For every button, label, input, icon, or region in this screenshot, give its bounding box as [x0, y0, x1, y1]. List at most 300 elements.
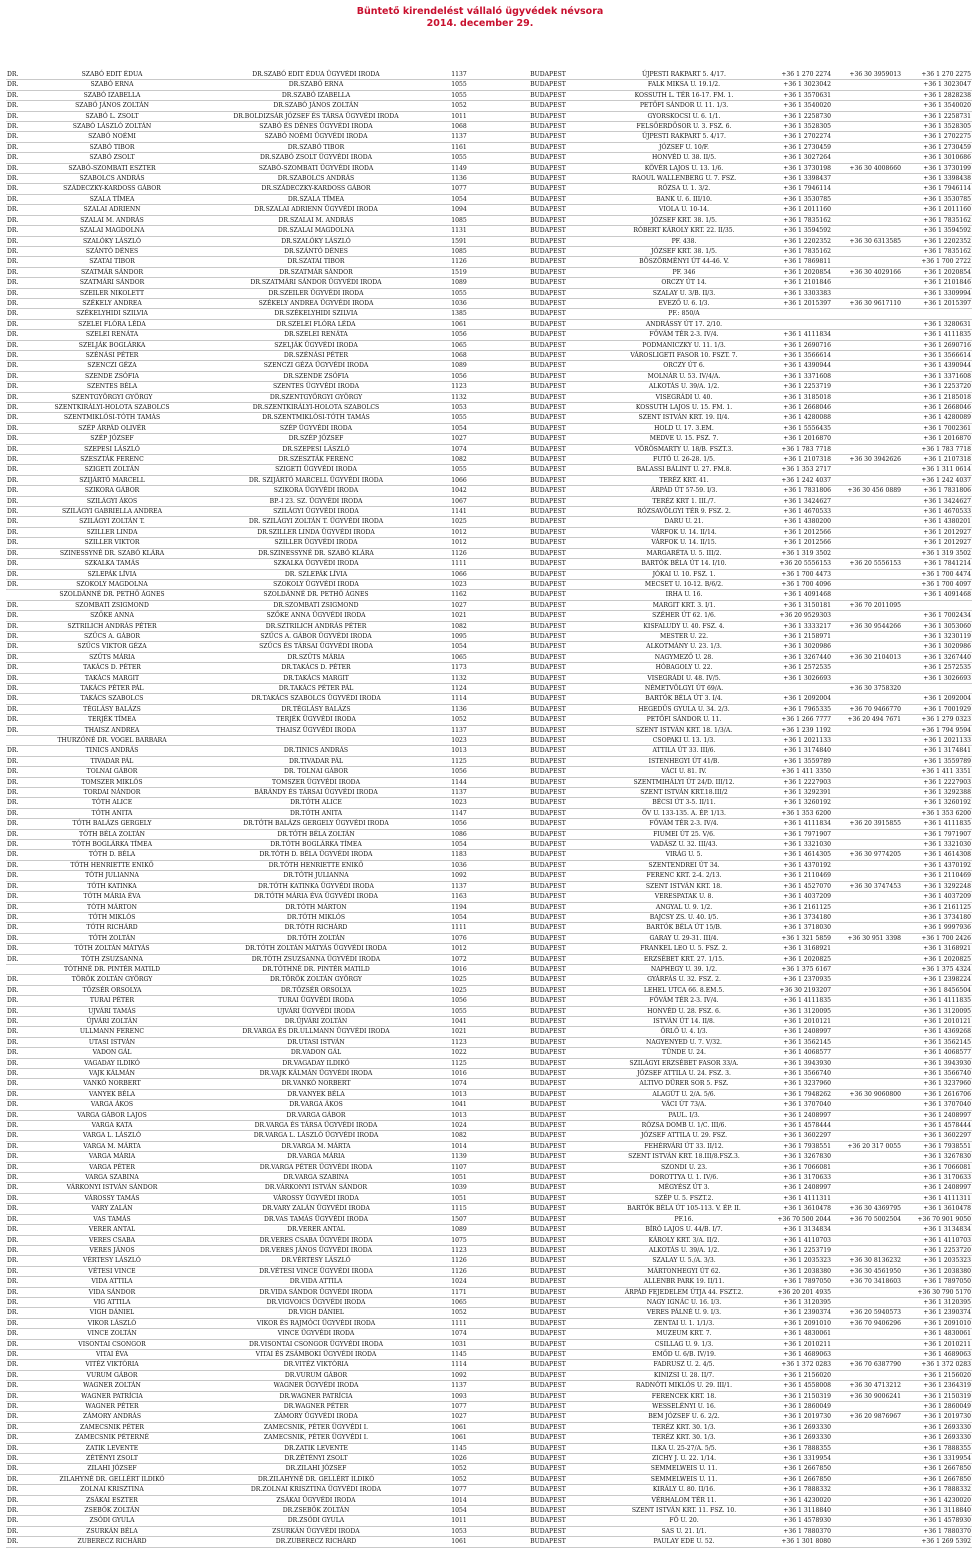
- cell-address: PF.: 850/A: [608, 309, 760, 319]
- cell-address: FELSŐERDŐSOR U. 3. FSZ. 6.: [608, 122, 760, 132]
- cell-title: DR.: [6, 298, 22, 308]
- cell-phone: +36 1 2258730: [760, 111, 832, 121]
- cell-phone: +36 1 7831806: [760, 486, 832, 496]
- cell-phone: +36 1 3718030: [760, 923, 832, 933]
- cell-office: DR.TIVADAR PÁL: [202, 756, 430, 766]
- cell-title: DR.: [6, 70, 22, 80]
- cell-office: DR.ZUBERECZ RICHÁRD: [202, 1537, 430, 1547]
- cell-office: SZIGETI ÜGYVÉDI IRODA: [202, 465, 430, 475]
- cell-title: DR.: [6, 642, 22, 652]
- cell-phone: +36 1 4527070: [760, 881, 832, 891]
- cell-phone: +36 1 4037209: [760, 892, 832, 902]
- cell-office: SZÉKELY ANDREA ÜGYVÉDI IRODA: [202, 298, 430, 308]
- cell-title: DR.: [6, 663, 22, 673]
- cell-title: DR.: [6, 829, 22, 839]
- cell-zip: 1077: [430, 184, 488, 194]
- cell-city: BUDAPEST: [488, 90, 608, 100]
- cell-name: SZÉKELY ANDREA: [22, 298, 202, 308]
- cell-office: DR.WAGNER PATRÍCIA: [202, 1391, 430, 1401]
- cell-name: SZILÁGYI ÁKOS: [22, 496, 202, 506]
- cell-phone: +36 1 3267830: [760, 1152, 832, 1162]
- cell-phone: +36 1 2253719: [760, 382, 832, 392]
- cell-fax: +36 1 3292248: [902, 881, 972, 891]
- cell-fax: +36 1 2038380: [902, 1266, 972, 1276]
- cell-zip: 1068: [430, 122, 488, 132]
- cell-fax: +36 1 3594592: [902, 226, 972, 236]
- cell-fax: +36 1 4111835: [902, 819, 972, 829]
- cell-name: VÁRKONYI ISTVÁN SÁNDOR: [22, 1183, 202, 1193]
- cell-city: BUDAPEST: [488, 1402, 608, 1412]
- cell-name: TÓTH MÁRIA ÉVA: [22, 892, 202, 902]
- cell-city: BUDAPEST: [488, 975, 608, 985]
- cell-fax: +36 1 3230119: [902, 631, 972, 641]
- cell-mobile: [832, 673, 902, 683]
- cell-name: VERES CSABA: [22, 1235, 202, 1245]
- cell-phone: +36 1 3559789: [760, 756, 832, 766]
- cell-office: DR.TÓTHNÉ DR. PINTÉR MATILD: [202, 964, 430, 974]
- cell-city: BUDAPEST: [488, 413, 608, 423]
- table-row: [6, 683, 972, 693]
- cell-zip: 1092: [430, 871, 488, 881]
- cell-office: DR.SZABOLCS ANDRÁS: [202, 174, 430, 184]
- cell-office: DR.TÓTH RICHÁRD: [202, 923, 430, 933]
- cell-phone: +36 1 2693330: [760, 1422, 832, 1432]
- cell-zip: 1061: [430, 1422, 488, 1432]
- cell-title: DR.: [6, 1402, 22, 1412]
- cell-zip: 1025: [430, 975, 488, 985]
- cell-title: DR.: [6, 226, 22, 236]
- cell-zip: 1051: [430, 1173, 488, 1183]
- cell-name: THAISZ ANDREA: [22, 725, 202, 735]
- cell-mobile: [832, 944, 902, 954]
- table-row: [6, 798, 972, 808]
- cell-name: VARY ZALÁN: [22, 1204, 202, 1214]
- cell-city: BUDAPEST: [488, 361, 608, 371]
- cell-title: DR.: [6, 1006, 22, 1016]
- cell-name: VARGA M. MÁRTA: [22, 1141, 202, 1151]
- cell-title: DR.: [6, 1537, 22, 1547]
- cell-title: DR.: [6, 1381, 22, 1391]
- cell-address: DOROTTYA U. 1. IV/6.: [608, 1173, 760, 1183]
- cell-fax: +36 1 3120095: [902, 1006, 972, 1016]
- table-row: [6, 1225, 972, 1235]
- cell-name: SZABÓ IZABELLA: [22, 90, 202, 100]
- table-row: [6, 527, 972, 537]
- cell-office: DR.SZATMÁR SÁNDOR: [202, 267, 430, 277]
- cell-address: GARAY U. 29-31. III/4.: [608, 933, 760, 943]
- cell-phone: +36 1 301 8080: [760, 1537, 832, 1547]
- table-row: [6, 267, 972, 277]
- cell-phone: +36 1 5556435: [760, 423, 832, 433]
- cell-office: WAGNER ÜGYVÉDI IRODA: [202, 1381, 430, 1391]
- cell-city: BUDAPEST: [488, 1006, 608, 1016]
- cell-name: TAKÁCS PÉTER PÁL: [22, 683, 202, 693]
- cell-fax: +36 1 3319954: [902, 1454, 972, 1464]
- cell-mobile: [832, 527, 902, 537]
- cell-zip: 1054: [430, 194, 488, 204]
- cell-mobile: [832, 569, 902, 579]
- cell-title: DR.: [6, 340, 22, 350]
- cell-office: DR.TŐZSÉR ORSOLYA: [202, 985, 430, 995]
- cell-zip: 1074: [430, 1079, 488, 1089]
- cell-city: BUDAPEST: [488, 1173, 608, 1183]
- cell-office: DR.TÉGLÁSY BALÁZS: [202, 704, 430, 714]
- cell-name: VADON GÁL: [22, 1048, 202, 1058]
- cell-fax: +36 30 790 5170: [902, 1287, 972, 1297]
- table-row: [6, 1256, 972, 1266]
- cell-address: SZENTMIHÁLYI ÚT 24/D. III/12.: [608, 777, 760, 787]
- cell-phone: +36 1 2730459: [760, 142, 832, 152]
- cell-title: DR.: [6, 371, 22, 381]
- cell-address: ALKOTMÁNY U. 23. 1/3.: [608, 642, 760, 652]
- cell-address: TERÉZ KRT. 41.: [608, 475, 760, 485]
- table-row: [6, 1162, 972, 1172]
- cell-mobile: +36 70 9406296: [832, 1318, 902, 1328]
- cell-mobile: [832, 1297, 902, 1307]
- cell-phone: +36 1 4370192: [760, 860, 832, 870]
- cell-office: DR.TÓTH MÁRIA ÉVA ÜGYVÉDI IRODA: [202, 892, 430, 902]
- cell-title: DR.: [6, 455, 22, 465]
- cell-title: DR.: [6, 1089, 22, 1099]
- cell-mobile: [832, 808, 902, 818]
- cell-city: BUDAPEST: [488, 371, 608, 381]
- cell-mobile: [832, 246, 902, 256]
- cell-fax: +36 1 700 4474: [902, 569, 972, 579]
- cell-city: BUDAPEST: [488, 194, 608, 204]
- cell-phone: +36 1 3170633: [760, 1173, 832, 1183]
- cell-name: SZENDE ZSÓFIA: [22, 371, 202, 381]
- cell-phone: +36 1 2021133: [760, 736, 832, 746]
- cell-zip: 1055: [430, 80, 488, 90]
- cell-fax: [902, 683, 972, 693]
- cell-fax: +36 1 3170633: [902, 1173, 972, 1183]
- cell-name: SZALAI ADRIENN: [22, 205, 202, 215]
- cell-zip: 1042: [430, 486, 488, 496]
- cell-title: DR.: [6, 1370, 22, 1380]
- cell-fax: +36 1 2012927: [902, 527, 972, 537]
- cell-address: TERÉZ KRT. 30. 1/3.: [608, 1433, 760, 1443]
- cell-zip: 1052: [430, 101, 488, 111]
- cell-fax: +36 1 4111835: [902, 330, 972, 340]
- cell-office: DR.SZALAI M. ANDRÁS: [202, 215, 430, 225]
- cell-office: DR.SZÉP JÓZSEF: [202, 434, 430, 444]
- cell-fax: +36 1 2668046: [902, 403, 972, 413]
- cell-title: DR.: [6, 350, 22, 360]
- cell-city: BUDAPEST: [488, 777, 608, 787]
- cell-zip: 1065: [430, 340, 488, 350]
- cell-city: BUDAPEST: [488, 600, 608, 610]
- cell-office: TERJÉK ÜGYVÉDI IRODA: [202, 715, 430, 725]
- cell-office: DR.SZALAI ADRIENN ÜGYVÉDI IRODA: [202, 205, 430, 215]
- cell-address: HÓBAGOLY U. 22.: [608, 663, 760, 673]
- cell-address: PAUL. I/3.: [608, 1110, 760, 1120]
- cell-name: ZOLNAI KRISZTINA: [22, 1485, 202, 1495]
- cell-name: TINICS ANDRÁS: [22, 746, 202, 756]
- cell-fax: +36 1 2101846: [902, 278, 972, 288]
- cell-phone: +36 1 7888332: [760, 1485, 832, 1495]
- cell-phone: +36 1 4380200: [760, 517, 832, 527]
- cell-fax: +36 1 2092004: [902, 694, 972, 704]
- cell-name: TÖRÖK ZOLTÁN GYÖRGY: [22, 975, 202, 985]
- cell-mobile: [832, 257, 902, 267]
- cell-title: DR.: [6, 215, 22, 225]
- cell-fax: +36 1 3026693: [902, 673, 972, 683]
- table-row: [6, 215, 972, 225]
- cell-mobile: [832, 579, 902, 589]
- cell-city: BUDAPEST: [488, 1069, 608, 1079]
- cell-mobile: [832, 985, 902, 995]
- cell-mobile: [832, 860, 902, 870]
- cell-mobile: [832, 954, 902, 964]
- cell-city: BUDAPEST: [488, 1162, 608, 1172]
- cell-office: ZSURKÁN ÜGYVÉDI IRODA: [202, 1526, 430, 1536]
- cell-office: DR.ZATIK LEVENTE: [202, 1443, 430, 1453]
- cell-mobile: [832, 288, 902, 298]
- cell-zip: 1021: [430, 611, 488, 621]
- cell-city: BUDAPEST: [488, 631, 608, 641]
- table-row: [6, 1110, 972, 1120]
- cell-fax: +36 1 7831806: [902, 486, 972, 496]
- cell-phone: +36 1 2572535: [760, 663, 832, 673]
- cell-zip: 1055: [430, 1006, 488, 1016]
- table-row: [6, 1308, 972, 1318]
- cell-fax: +36 1 4670533: [902, 507, 972, 517]
- cell-city: BUDAPEST: [488, 683, 608, 693]
- cell-phone: +36 1 3398437: [760, 174, 832, 184]
- cell-mobile: +36 30 3758320: [832, 683, 902, 693]
- cell-address: HONVÉD U. 38. II/5.: [608, 153, 760, 163]
- cell-title: DR.: [6, 923, 22, 933]
- cell-phone: +36 1 3150181: [760, 600, 832, 610]
- cell-mobile: [832, 840, 902, 850]
- table-row: [6, 1266, 972, 1276]
- cell-name: SZEILER NIKOLETT: [22, 288, 202, 298]
- cell-mobile: +36 30 951 3398: [832, 933, 902, 943]
- cell-fax: +36 1 2572535: [902, 663, 972, 673]
- cell-address: VADÁSZ U. 32. III/43.: [608, 840, 760, 850]
- cell-mobile: [832, 829, 902, 839]
- cell-address: RAOUL WALLENBERG U. 7. FSZ.: [608, 174, 760, 184]
- cell-office: DR.VÁRKONYI ISTVÁN SÁNDOR: [202, 1183, 430, 1193]
- cell-city: BUDAPEST: [488, 944, 608, 954]
- cell-mobile: +36 30 2104013: [832, 652, 902, 662]
- cell-mobile: [832, 1152, 902, 1162]
- cell-fax: +36 1 3730199: [902, 163, 972, 173]
- cell-phone: +36 1 3027264: [760, 153, 832, 163]
- cell-zip: 1107: [430, 1162, 488, 1172]
- cell-address: ALLENBR PARK 19. II/11.: [608, 1277, 760, 1287]
- cell-name: SZŰTS MÁRIA: [22, 652, 202, 662]
- cell-name: SZÉKELYHIDI SZILVIA: [22, 309, 202, 319]
- cell-city: BUDAPEST: [488, 1287, 608, 1297]
- cell-fax: +36 1 279 0323: [902, 715, 972, 725]
- cell-city: BUDAPEST: [488, 330, 608, 340]
- cell-name: SZATMÁRI SÁNDOR: [22, 278, 202, 288]
- cell-name: SZABÓ L. ZSOLT: [22, 111, 202, 121]
- table-row: [6, 288, 972, 298]
- cell-city: BUDAPEST: [488, 455, 608, 465]
- cell-office: DR.SZENTKIRÁLYI-HOLOTA SZABOLCS: [202, 403, 430, 413]
- cell-address: JÓZSEF ATTILA U. 24. FSZ. 3.: [608, 1069, 760, 1079]
- cell-title: DR.: [6, 1204, 22, 1214]
- cell-title: DR.: [6, 413, 22, 423]
- cell-zip: 1053: [430, 1526, 488, 1536]
- cell-phone: +36 1 3424627: [760, 496, 832, 506]
- cell-title: DR.: [6, 1131, 22, 1141]
- cell-title: DR.: [6, 840, 22, 850]
- cell-office: DR.TÓTH MÁRTON: [202, 902, 430, 912]
- cell-title: DR.: [6, 403, 22, 413]
- cell-city: BUDAPEST: [488, 236, 608, 246]
- cell-address: FŐVÁM TÉR 2-3. IV/4.: [608, 996, 760, 1006]
- cell-address: NAGYMEZŐ U. 28.: [608, 652, 760, 662]
- cell-fax: +36 1 7835162: [902, 215, 972, 225]
- cell-mobile: [832, 1454, 902, 1464]
- cell-address: NÉMETVÖLGYI ÚT 69/A.: [608, 683, 760, 693]
- cell-phone: +36 1 3707040: [760, 1100, 832, 1110]
- cell-mobile: [832, 194, 902, 204]
- cell-address: VÁRFOK U. 14. II/14.: [608, 527, 760, 537]
- cell-city: BUDAPEST: [488, 569, 608, 579]
- cell-city: BUDAPEST: [488, 101, 608, 111]
- cell-zip: 1183: [430, 850, 488, 860]
- cell-city: BUDAPEST: [488, 1089, 608, 1099]
- cell-mobile: [832, 392, 902, 402]
- cell-office: DR.TÓTH HENRIETTE ENIKŐ: [202, 860, 430, 870]
- cell-title: DR.: [6, 1318, 22, 1328]
- cell-city: BUDAPEST: [488, 985, 608, 995]
- cell-address: ISTENHEGYI ÚT 41/B.: [608, 756, 760, 766]
- cell-title: DR.: [6, 548, 22, 558]
- cell-name: ULLMANN FERENC: [22, 1027, 202, 1037]
- cell-mobile: +36 20 5556153: [832, 559, 902, 569]
- cell-phone: +36 1 783 7718: [760, 444, 832, 454]
- cell-mobile: [832, 1537, 902, 1547]
- cell-zip: 1076: [430, 933, 488, 943]
- cell-name: SZILÁGYI GABRIELLA ANDREA: [22, 507, 202, 517]
- cell-title: DR.: [6, 1391, 22, 1401]
- cell-address: PAULAY EDE U. 52.: [608, 1537, 760, 1547]
- cell-fax: +36 1 2110469: [902, 871, 972, 881]
- cell-city: BUDAPEST: [488, 278, 608, 288]
- cell-office: DR.SZÁDECZKY-KARDOSS GÁBOR: [202, 184, 430, 194]
- cell-title: DR.: [6, 1037, 22, 1047]
- cell-name: SZESZTÁK FERENC: [22, 455, 202, 465]
- cell-phone: +36 1 2668046: [760, 403, 832, 413]
- cell-name: TÓTH BALÁZS GERGELY: [22, 819, 202, 829]
- cell-phone: +36 1 2020854: [760, 267, 832, 277]
- cell-fax: +36 1 3707040: [902, 1100, 972, 1110]
- cell-mobile: +36 70 5002504: [832, 1214, 902, 1224]
- cell-mobile: +36 20 5940573: [832, 1308, 902, 1318]
- cell-zip: 1137: [430, 788, 488, 798]
- table-row: [6, 985, 972, 995]
- cell-office: DR.VARGA ÁKOS: [202, 1100, 430, 1110]
- cell-title: DR.: [6, 1277, 22, 1287]
- cell-office: [202, 736, 430, 746]
- cell-city: BUDAPEST: [488, 871, 608, 881]
- cell-office: SZKALKA ÜGYVÉDI IRODA: [202, 559, 430, 569]
- cell-mobile: [832, 798, 902, 808]
- cell-city: BUDAPEST: [488, 1048, 608, 1058]
- cell-name: VARGA SZABINA: [22, 1173, 202, 1183]
- cell-city: BUDAPEST: [488, 1495, 608, 1505]
- cell-mobile: [832, 746, 902, 756]
- cell-mobile: [832, 330, 902, 340]
- cell-address: SZENT ISTVÁN KRT. 18.III/8.FSZ.3.: [608, 1152, 760, 1162]
- cell-name: TÓTH D. BÉLA: [22, 850, 202, 860]
- cell-title: DR.: [6, 819, 22, 829]
- table-row: [6, 704, 972, 714]
- cell-city: BUDAPEST: [488, 1422, 608, 1432]
- cell-city: BUDAPEST: [488, 652, 608, 662]
- cell-phone: +36 1 7888355: [760, 1443, 832, 1453]
- table-row: [6, 892, 972, 902]
- cell-phone: +36 1 4111834: [760, 330, 832, 340]
- cell-zip: 1139: [430, 1152, 488, 1162]
- cell-phone: +36 1 2408997: [760, 1027, 832, 1037]
- cell-zip: 1054: [430, 1506, 488, 1516]
- cell-title: DR.: [6, 850, 22, 860]
- cell-mobile: [832, 423, 902, 433]
- cell-fax: +36 1 4390944: [902, 361, 972, 371]
- cell-office: VINCE ÜGYVÉDI IRODA: [202, 1329, 430, 1339]
- cell-title: DR.: [6, 559, 22, 569]
- cell-city: BUDAPEST: [488, 1464, 608, 1474]
- cell-name: ZATIK LEVENTE: [22, 1443, 202, 1453]
- cell-name: VERER ANTAL: [22, 1225, 202, 1235]
- cell-address: VISEGRÁDI U. 48. IV/5.: [608, 673, 760, 683]
- cell-office: DR.SZENTMIKLÓSI-TÓTH TAMÁS: [202, 413, 430, 423]
- cell-fax: +36 1 269 5392: [902, 1537, 972, 1547]
- table-row: [6, 631, 972, 641]
- cell-address: VIOLA U. 10-14.: [608, 205, 760, 215]
- cell-mobile: [832, 1485, 902, 1495]
- cell-mobile: [832, 1464, 902, 1474]
- cell-zip: 1136: [430, 704, 488, 714]
- cell-mobile: [832, 538, 902, 548]
- cell-office: DR.TÓTH BOGLÁRKA TÍMEA: [202, 840, 430, 850]
- table-row: [6, 80, 972, 90]
- cell-city: BUDAPEST: [488, 559, 608, 569]
- cell-title: DR.: [6, 892, 22, 902]
- cell-title: DR.: [6, 881, 22, 891]
- cell-mobile: +36 30 9774205: [832, 850, 902, 860]
- cell-office: SZABÓ-SZOMBATI ÜGYVÉDI IRODA: [202, 163, 430, 173]
- cell-title: DR.: [6, 319, 22, 329]
- cell-city: BUDAPEST: [488, 933, 608, 943]
- cell-name: VISONTAI CSONGOR: [22, 1339, 202, 1349]
- table-row: [6, 1412, 972, 1422]
- cell-fax: +36 1 4689063: [902, 1349, 972, 1359]
- cell-phone: +36 1 4111834: [760, 819, 832, 829]
- cell-zip: 1126: [430, 1256, 488, 1266]
- table-row: [6, 756, 972, 766]
- table-row: [6, 1360, 972, 1370]
- cell-fax: +36 1 4614308: [902, 850, 972, 860]
- cell-zip: 1055: [430, 288, 488, 298]
- cell-mobile: [832, 1037, 902, 1047]
- cell-city: BUDAPEST: [488, 902, 608, 912]
- cell-mobile: [832, 226, 902, 236]
- cell-fax: +36 1 9997936: [902, 923, 972, 933]
- cell-mobile: +36 30 4008660: [832, 163, 902, 173]
- cell-address: TERÉZ KRT 1. III./7.: [608, 496, 760, 506]
- cell-phone: +36 1 3371608: [760, 371, 832, 381]
- cell-mobile: [832, 1100, 902, 1110]
- cell-zip: 1095: [430, 631, 488, 641]
- cell-address: SZENT ISTVÁN KRT. 19. II/4.: [608, 413, 760, 423]
